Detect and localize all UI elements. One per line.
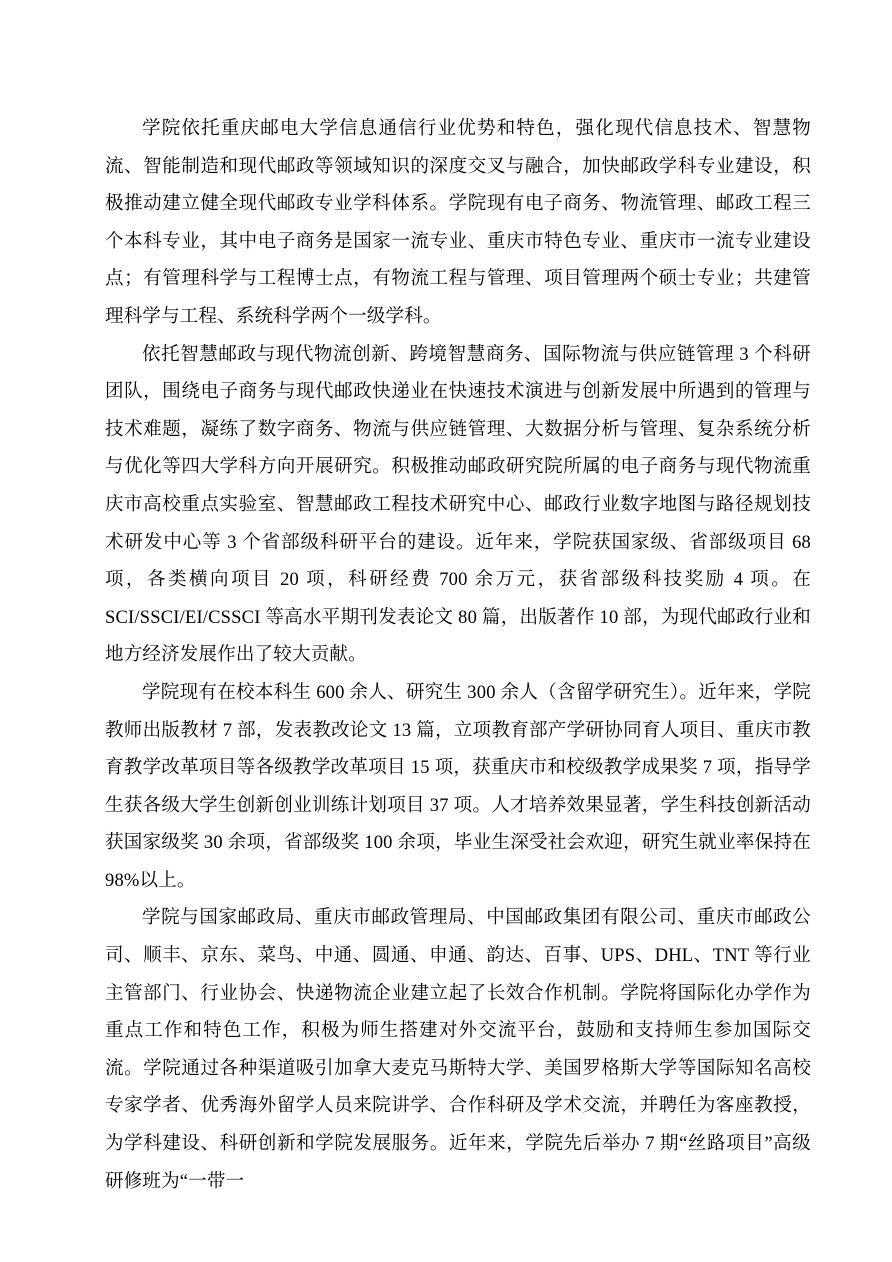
- paragraph-students: 学院现有在校本科生 600 余人、研究生 300 余人（含留学研究生）。近年来，学院教师出版教材 7 部，发表教改论文 13 篇，立项教育部产学研协同育人项目、重庆市教育教学改革项目等各级教学改革项目 15 项，获重庆市和校级教学成果奖 7 项，指导学生获各级大学生创新创业训练计划项目 37 项。人才培养效果显著，学生科技创新活动获国家级奖 30 余项，省部级奖 100 余项，毕业生深受社会欢迎，研究生就业率保持在 98%以上。: [105, 682, 811, 891]
- paragraph-research: 依托智慧邮政与现代物流创新、跨境智慧商务、国际物流与供应链管理 3 个科研团队，围绕电子商务与现代邮政快递业在快速技术演进与创新发展中所遇到的管理与技术难题，凝练了数字商务、物流与供应链管理、大数据分析与管理、复杂系统分析与优化等四大学科方向开展研究。积极推动邮政研究院所属的电子商务与现代物流重庆市高校重点实验室、智慧邮政工程技术研究中心、邮政行业数字地图与路径规划技术研发中心等 3 个省部级科研平台的建设。近年来，学院获国家级、省部级项目 68 项，各类横向项目 20 项，科研经费 700 余万元，获省部级科技奖励 4 项。在 SCI/SSCI/EI/CSSCI 等高水平期刊发表论文 80 篇，出版著作 10 部，为现代邮政行业和地方经济发展作出了较大贡献。: [105, 344, 811, 666]
- paragraph-overview: 学院依托重庆邮电大学信息通信行业优势和特色，强化现代信息技术、智慧物流、智能制造和现代邮政等领域知识的深度交叉与融合，加快邮政学科专业建设，积极推动建立健全现代邮政专业学科体系。学院现有电子商务、物流管理、邮政工程三个本科专业，其中电子商务是国家一流专业、重庆市特色专业、重庆市一流专业建设点；有管理科学与工程博士点，有物流工程与管理、项目管理两个硕士专业；共建管理科学与工程、系统科学两个一级学科。: [105, 119, 811, 327]
- paragraph-cooperation: 学院与国家邮政局、重庆市邮政管理局、中国邮政集团有限公司、重庆市邮政公司、顺丰、京东、菜鸟、中通、圆通、申通、韵达、百事、UPS、DHL、TNT 等行业主管部门、行业协会、快递物流企业建立起了长效合作机制。学院将国际化办学作为重点工作和特色工作，积极为师生搭建对外交流平台，鼓励和支持师生参加国际交流。学院通过各种渠道吸引加拿大麦克马斯特大学、美国罗格斯大学等国际知名高校专家学者、优秀海外留学人员来院讲学、合作科研及学术交流，并聘任为客座教授，为学科建设、科研创新和学院发展服务。近年来，学院先后举办 7 期“丝路项目”高级研修班为“一带一: [105, 908, 811, 1192]
- document-body: [105, 111, 811, 1201]
